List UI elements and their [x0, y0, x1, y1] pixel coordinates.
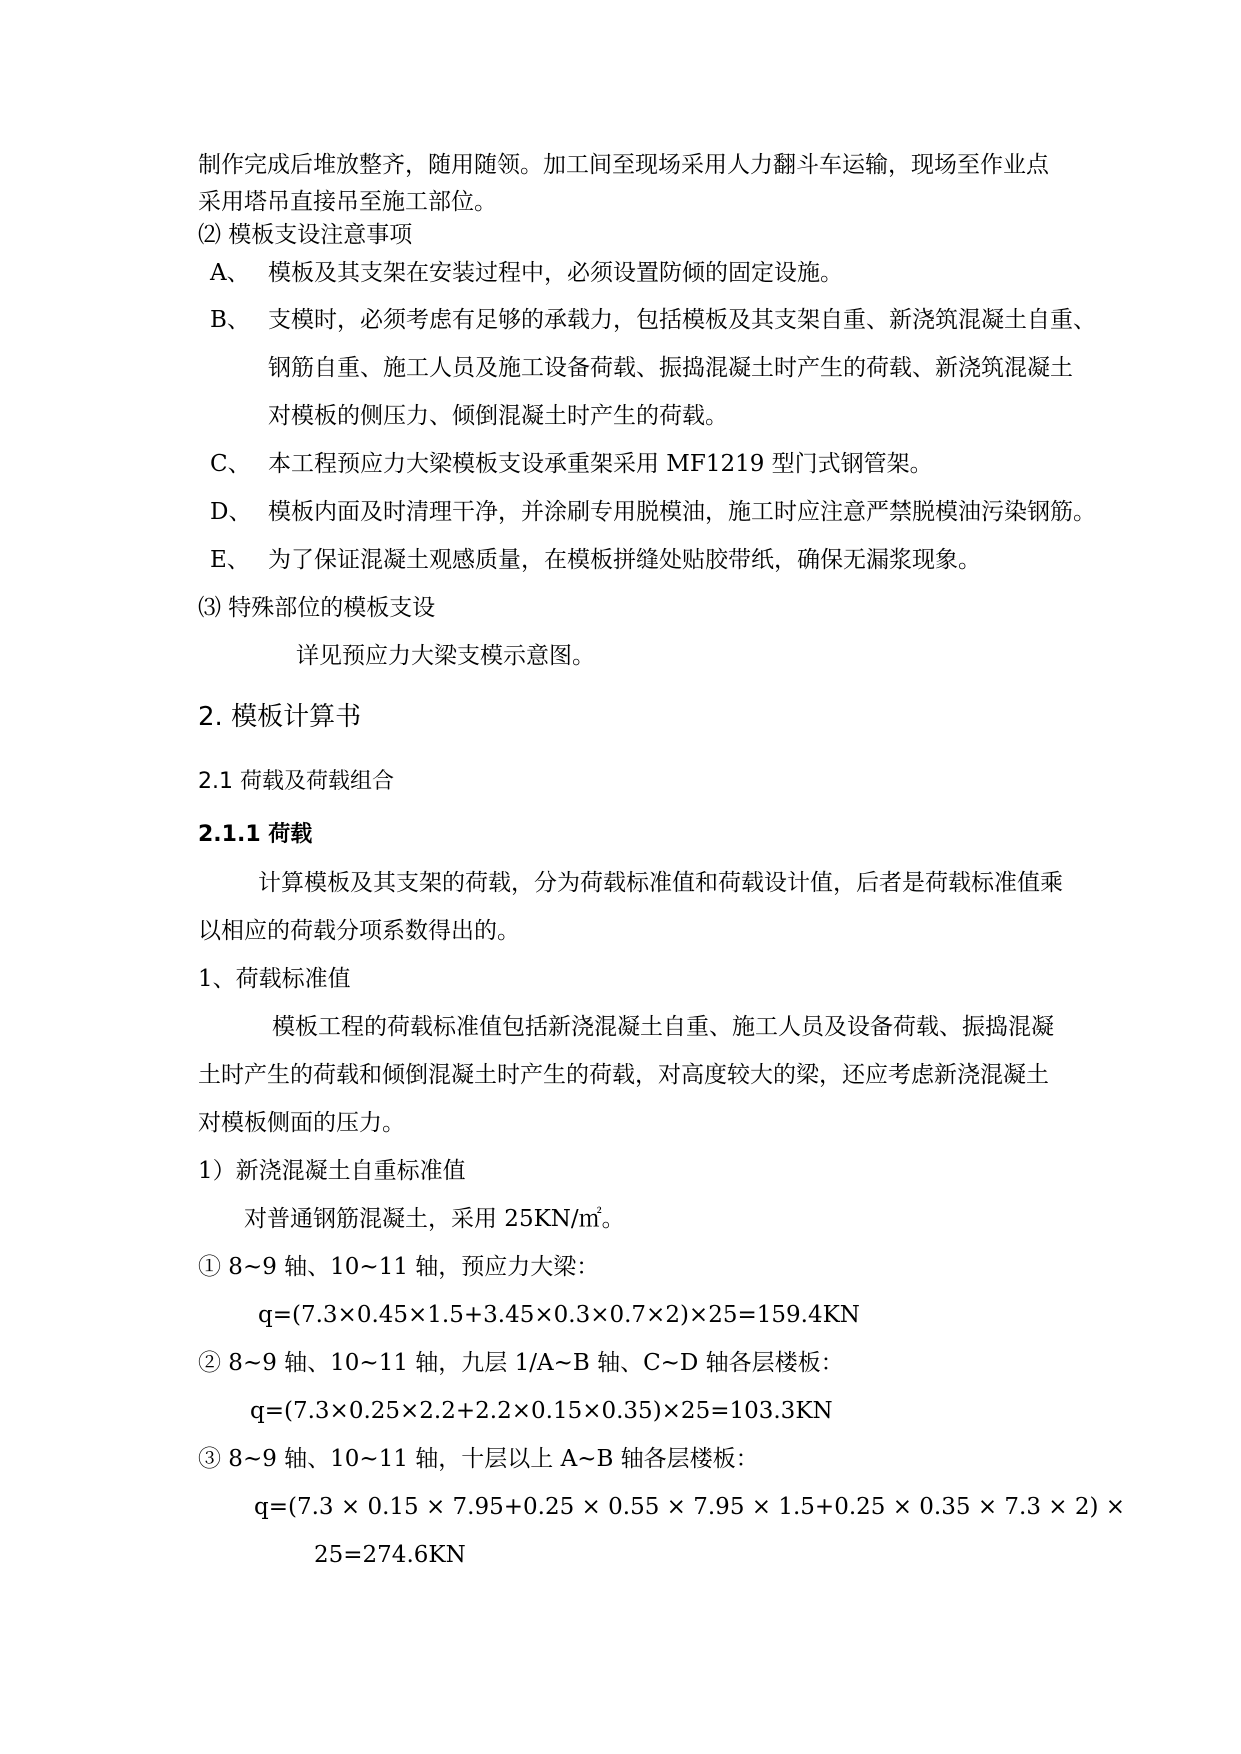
- paragraph-2-line-3: 对模板侧面的压力。: [198, 1110, 405, 1136]
- note-item-text: 模板内面及时清理干净，并涂刷专用脱模油，施工时应注意严禁脱模油污染钢筋。: [268, 499, 1096, 525]
- subsection-title: 2.1 荷载及荷载组合: [198, 769, 394, 794]
- subsubsection-title: 2.1.1 荷载: [198, 822, 313, 847]
- section-special-text: 详见预应力大梁支模示意图。: [296, 643, 595, 669]
- note-item-text: 模板及其支架在安装过程中，必须设置防倾的固定设施。: [268, 260, 843, 286]
- note-item-d: [210, 497, 1096, 527]
- note-item-b-line-2: 钢筋自重、施工人员及施工设备荷载、振捣混凝土时产生的荷载、新浇筑混凝土: [268, 355, 1073, 381]
- intro-line-2: 采用塔吊直接吊至施工部位。: [198, 189, 497, 215]
- note-item-text: 支模时，必须考虑有足够的承载力，包括模板及其支架自重、新浇筑混凝土自重、: [268, 307, 1096, 333]
- note-item-label: C、: [210, 451, 251, 477]
- paragraph-1-line-1: 计算模板及其支架的荷载，分为荷载标准值和荷载设计值，后者是荷载标准值乘: [258, 870, 1063, 896]
- case-1-formula: q=(7.3×0.45×1.5+3.45×0.3×0.7×2)×25=159.4KN: [258, 1302, 860, 1328]
- concrete-note: 对普通钢筋混凝土，采用 25KN/㎡。: [244, 1206, 625, 1232]
- case-3-formula-line-1: q=(7.3 × 0.15 × 7.95+0.25 × 0.55 × 7.95 × 1.5+0.25 × 0.35 × 7.3 × 2) ×: [254, 1494, 1126, 1520]
- list-item-heading: 1）新浇混凝土自重标准值: [198, 1158, 466, 1184]
- note-item-b: [210, 305, 1096, 335]
- intro-line-1: 制作完成后堆放整齐，随用随领。加工间至现场采用人力翻斗车运输，现场至作业点: [198, 152, 1049, 178]
- case-3-title: ③ 8~9 轴、10~11 轴，十层以上 A~B 轴各层楼板：: [198, 1446, 759, 1472]
- note-item-b-line-3: 对模板的侧压力、倾倒混凝土时产生的荷载。: [268, 403, 728, 429]
- paragraph-2-line-2: 土时产生的荷载和倾倒混凝土时产生的荷载，对高度较大的梁，还应考虑新浇混凝土: [198, 1062, 1049, 1088]
- chapter-title: 2. 模板计算书: [198, 702, 362, 732]
- case-1-title: ① 8~9 轴、10~11 轴，预应力大梁：: [198, 1254, 600, 1280]
- note-item-label: D、: [210, 499, 252, 525]
- section-support-notes-title: ⑵ 模板支设注意事项: [198, 222, 413, 248]
- note-item-label: A、: [210, 260, 250, 286]
- note-item-label: E、: [210, 547, 250, 573]
- note-item-label: B、: [210, 307, 250, 333]
- paragraph-2-line-1: 模板工程的荷载标准值包括新浇混凝土自重、施工人员及设备荷载、振捣混凝: [272, 1014, 1054, 1040]
- note-item-a: [210, 258, 843, 288]
- note-item-text: 本工程预应力大梁模板支设承重架采用 MF1219 型门式钢管架。: [268, 451, 933, 477]
- case-3-formula-line-2: 25=274.6KN: [314, 1542, 466, 1568]
- case-2-formula: q=(7.3×0.25×2.2+2.2×0.15×0.35)×25=103.3KN: [250, 1398, 833, 1424]
- note-item-text: 为了保证混凝土观感质量，在模板拼缝处贴胶带纸，确保无漏浆现象。: [268, 547, 981, 573]
- note-item-c: [210, 449, 933, 479]
- note-item-e: [210, 545, 981, 575]
- list-item-heading: 1、荷载标准值: [198, 966, 351, 992]
- section-special-title: ⑶ 特殊部位的模板支设: [198, 595, 436, 621]
- paragraph-1-line-2: 以相应的荷载分项系数得出的。: [198, 918, 520, 944]
- case-2-title: ② 8~9 轴、10~11 轴，九层 1/A~B 轴、C~D 轴各层楼板：: [198, 1350, 844, 1376]
